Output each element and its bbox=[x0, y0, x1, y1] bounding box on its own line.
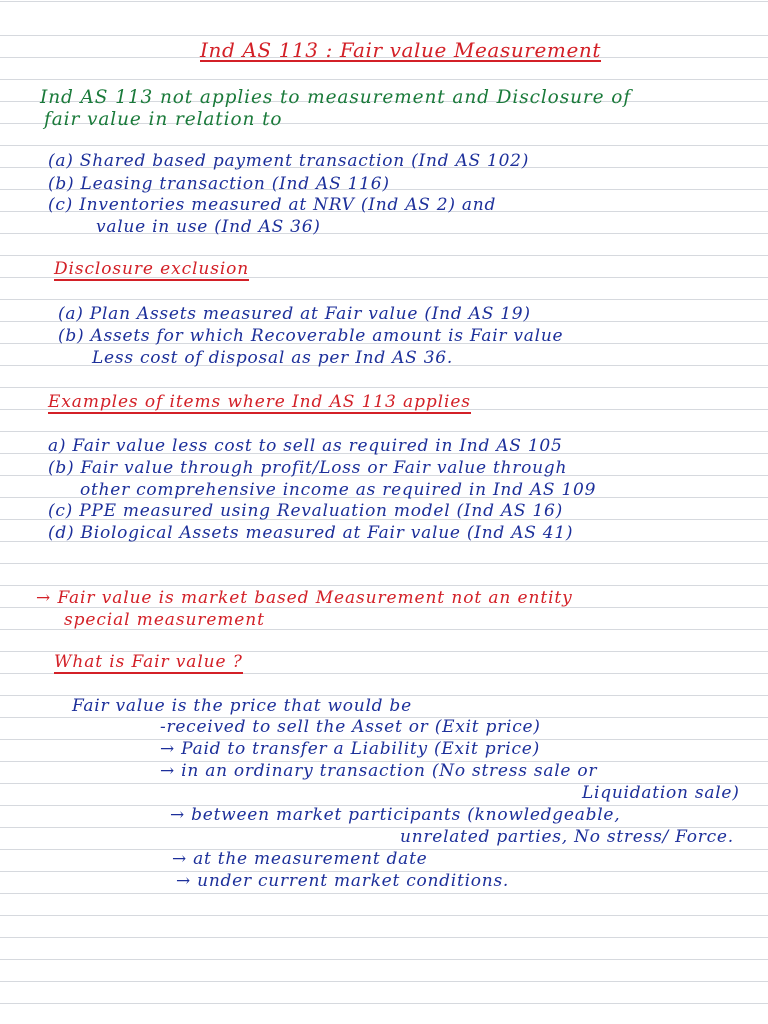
definition-ordinary-transaction: → in an ordinary transaction (No stress sale or bbox=[160, 761, 598, 781]
market-note-line-2: special measurement bbox=[64, 610, 265, 630]
example-item-c: (c) PPE measured using Revaluation model (Ind AS 16) bbox=[48, 501, 563, 521]
what-is-fair-value-heading: What is Fair value ? bbox=[54, 652, 243, 672]
definition-paid: → Paid to transfer a Liability (Exit price) bbox=[160, 739, 540, 759]
definition-market-participants-cont: unrelated parties, No stress/ Force. bbox=[400, 827, 734, 847]
examples-heading: Examples of items where Ind AS 113 applies bbox=[48, 392, 471, 412]
not-applies-item-a: (a) Shared based payment transaction (Ind AS 102) bbox=[48, 151, 530, 171]
market-note-line-1: → Fair value is market based Measurement not an entity bbox=[36, 588, 573, 608]
disclosure-item-a: (a) Plan Assets measured at Fair value (Ind AS 19) bbox=[58, 304, 531, 324]
disclosure-heading: Disclosure exclusion bbox=[54, 259, 250, 279]
disclosure-item-b-cont: Less cost of disposal as per Ind AS 36. bbox=[92, 348, 454, 368]
not-applies-item-c: (c) Inventories measured at NRV (Ind AS 2) and bbox=[48, 195, 497, 215]
example-item-d: (d) Biological Assets measured at Fair value (Ind AS 41) bbox=[48, 523, 574, 543]
page-title: Ind AS 113 : Fair value Measurement bbox=[200, 38, 602, 62]
example-item-b: (b) Fair value through profit/Loss or Fair value through bbox=[48, 458, 568, 478]
definition-measurement-date: → at the measurement date bbox=[172, 849, 428, 869]
example-item-a: a) Fair value less cost to sell as required in Ind AS 105 bbox=[48, 436, 563, 456]
not-applies-item-b: (b) Leasing transaction (Ind AS 116) bbox=[48, 174, 390, 194]
definition-received: -received to sell the Asset or (Exit price) bbox=[160, 717, 541, 737]
not-applies-item-c-cont: value in use (Ind AS 36) bbox=[96, 217, 321, 237]
definition-intro: Fair value is the price that would be bbox=[72, 696, 412, 716]
definition-market-conditions: → under current market conditions. bbox=[176, 871, 510, 891]
intro-line-2: fair value in relation to bbox=[44, 109, 283, 130]
intro-line-1: Ind AS 113 not applies to measurement and Disclosure of bbox=[40, 87, 632, 108]
disclosure-item-b: (b) Assets for which Recoverable amount is Fair value bbox=[58, 326, 564, 346]
definition-ordinary-transaction-cont: Liquidation sale) bbox=[582, 783, 740, 803]
definition-market-participants: → between market participants (knowledgeable, bbox=[170, 805, 621, 825]
example-item-b-cont: other comprehensive income as required in Ind AS 109 bbox=[80, 480, 597, 500]
